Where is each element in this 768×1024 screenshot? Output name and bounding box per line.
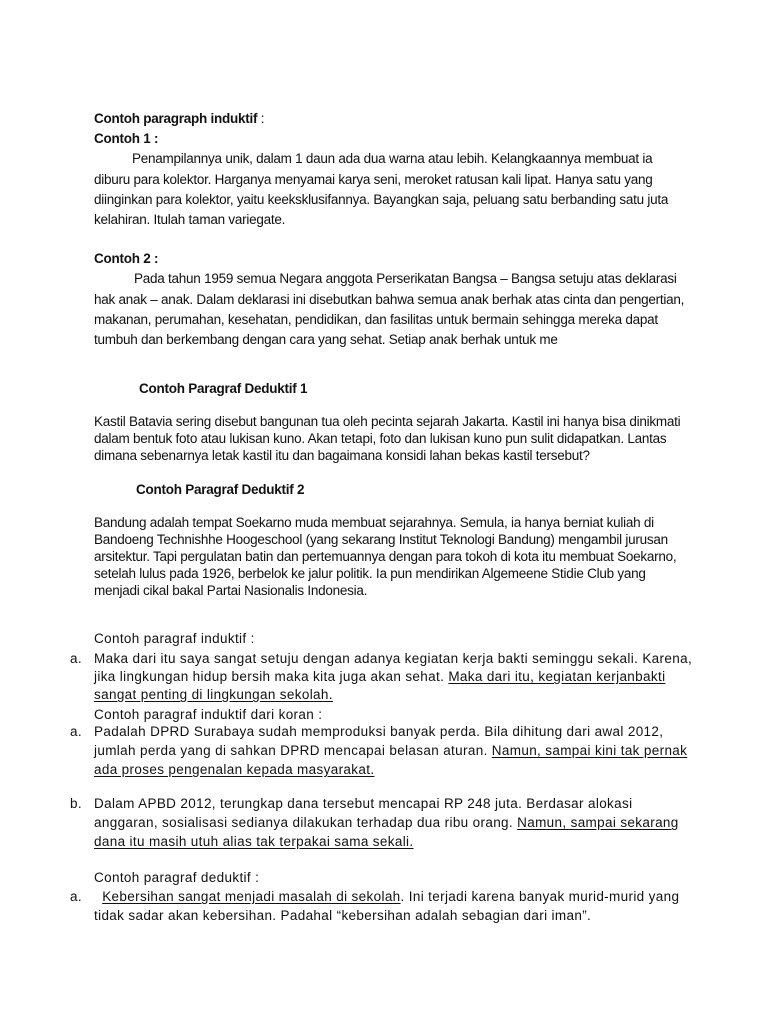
section-heading: Contoh paragraph induktif : [94, 111, 265, 126]
paragraph-line: Pada tahun 1959 semua Negara anggota Perserikatan Bangsa – Bangsa setuju atas deklarasi [134, 271, 677, 286]
list-item-line: dana itu masih utuh alias tak terpakai sama sekali. [94, 834, 414, 849]
list-item-line: Maka dari itu saya sangat setuju dengan adanya kegiatan kerja bakti seminggu sekali. Karena, [94, 651, 693, 666]
list-item-line: Padalah DPRD Surabaya sudah memproduksi banyak perda. Bila dihitung dari awal 2012, [94, 724, 664, 739]
list-item-line: jika lingkungan hidup bersih maka kita juga akan sehat. Maka dari itu, kegiatan kerjanbakti [94, 669, 666, 684]
list-marker: a. [70, 651, 82, 666]
list-item-line: ada proses pengenalan kepada masyarakat. [94, 762, 375, 777]
list-item-line: tidak sadar akan kebersihan. Padahal “kebersihan adalah sebagian dari iman”. [94, 908, 592, 923]
paragraph-line: Kastil Batavia sering disebut bangunan tua oleh pecinta sejarah Jakarta. Kastil ini hanya bisa dinikmati [94, 414, 681, 429]
paragraph-line: diinginkan para kolektor, yaitu keeksklusifannya. Bayangkan saja, peluang satu berbanding satu juta [94, 192, 669, 207]
paragraph-line: setelah lulus pada 1926, berbelok ke jalur politik. Ia pun mendirikan Algemeene Stidie Club yang [94, 566, 646, 581]
paragraph-line: Bandoeng Technishhe Hoogeschool (yang sekarang Institut Teknologi Bandung) mengambil jurusan [94, 532, 668, 547]
example-2-label: Contoh 2 : [94, 251, 159, 266]
paragraph-line: Bandung adalah tempat Soekarno muda membuat sejarahnya. Semula, ia hanya berniat kuliah di [94, 515, 654, 530]
koran-heading: Contoh paragraf induktif dari koran : [94, 707, 323, 722]
paragraph-line: dimana sebenarnya letak kastil itu dan bagaimana konsidi lahan bekas kastil tersebut? [94, 448, 590, 463]
paragraph-line: Penampilannya unik, dalam 1 daun ada dua warna atau lebih. Kelangkaannya membuat ia [132, 151, 653, 166]
paragraph-line: dalam bentuk foto atau lukisan kuno. Akan tetapi, foto dan lukisan kuno pun sulit didapatkan. Lantas [94, 431, 667, 446]
paragraph-line: kelahiran. Itulah taman variegate. [94, 212, 286, 227]
induktif-list-heading: Contoh paragraf induktif : [94, 631, 255, 646]
list-marker: b. [70, 796, 82, 811]
deduktif-2-heading: Contoh Paragraf Deduktif 2 [136, 482, 305, 497]
list-marker: a. [70, 889, 82, 904]
list-item-line: sangat penting di lingkungan sekolah. [94, 687, 333, 702]
paragraph-line: arsitektur. Tapi pergulatan batin dan pertemuannya dengan para tokoh di kota itu membuat Soekarno, [94, 549, 677, 564]
paragraph-line: makanan, perumahan, kesehatan, pendidikan, dan fasilitas untuk bermain sehingga mereka dapat [94, 312, 658, 327]
list-marker: a. [70, 724, 82, 739]
list-item-line: anggaran, sosialisasi sedianya dilakukan terhadap dua ribu orang. Namun, sampai sekarang [94, 815, 679, 830]
paragraph-line: diburu para kolektor. Harganya menyamai karya seni, meroket ratusan kali lipat. Hanya satu yang [94, 172, 653, 187]
list-item-line: Kebersihan sangat menjadi masalah di sekolah. Ini terjadi karena banyak murid-murid yang [102, 889, 680, 904]
example-1-label: Contoh 1 : [94, 131, 159, 146]
list-item-line: jumlah perda yang di sahkan DPRD mencapai belasan aturan. Namun, sampai kini tak pernak [94, 743, 688, 758]
paragraph-line: tumbuh dan berkembang dengan cara yang sehat. Setiap anak berhak untuk me [94, 332, 558, 347]
paragraph-line: menjadi cikal bakal Partai Nasionalis Indonesia. [94, 583, 368, 598]
paragraph-line: hak anak – anak. Dalam deklarasi ini disebutkan bahwa semua anak berhak atas cinta dan pengertian, [94, 292, 685, 307]
deduktif-list-heading: Contoh paragraf deduktif : [94, 870, 260, 885]
list-item-line: Dalam APBD 2012, terungkap dana tersebut mencapai RP 248 juta. Berdasar alokasi [94, 796, 633, 811]
deduktif-1-heading: Contoh Paragraf Deduktif 1 [139, 381, 308, 396]
